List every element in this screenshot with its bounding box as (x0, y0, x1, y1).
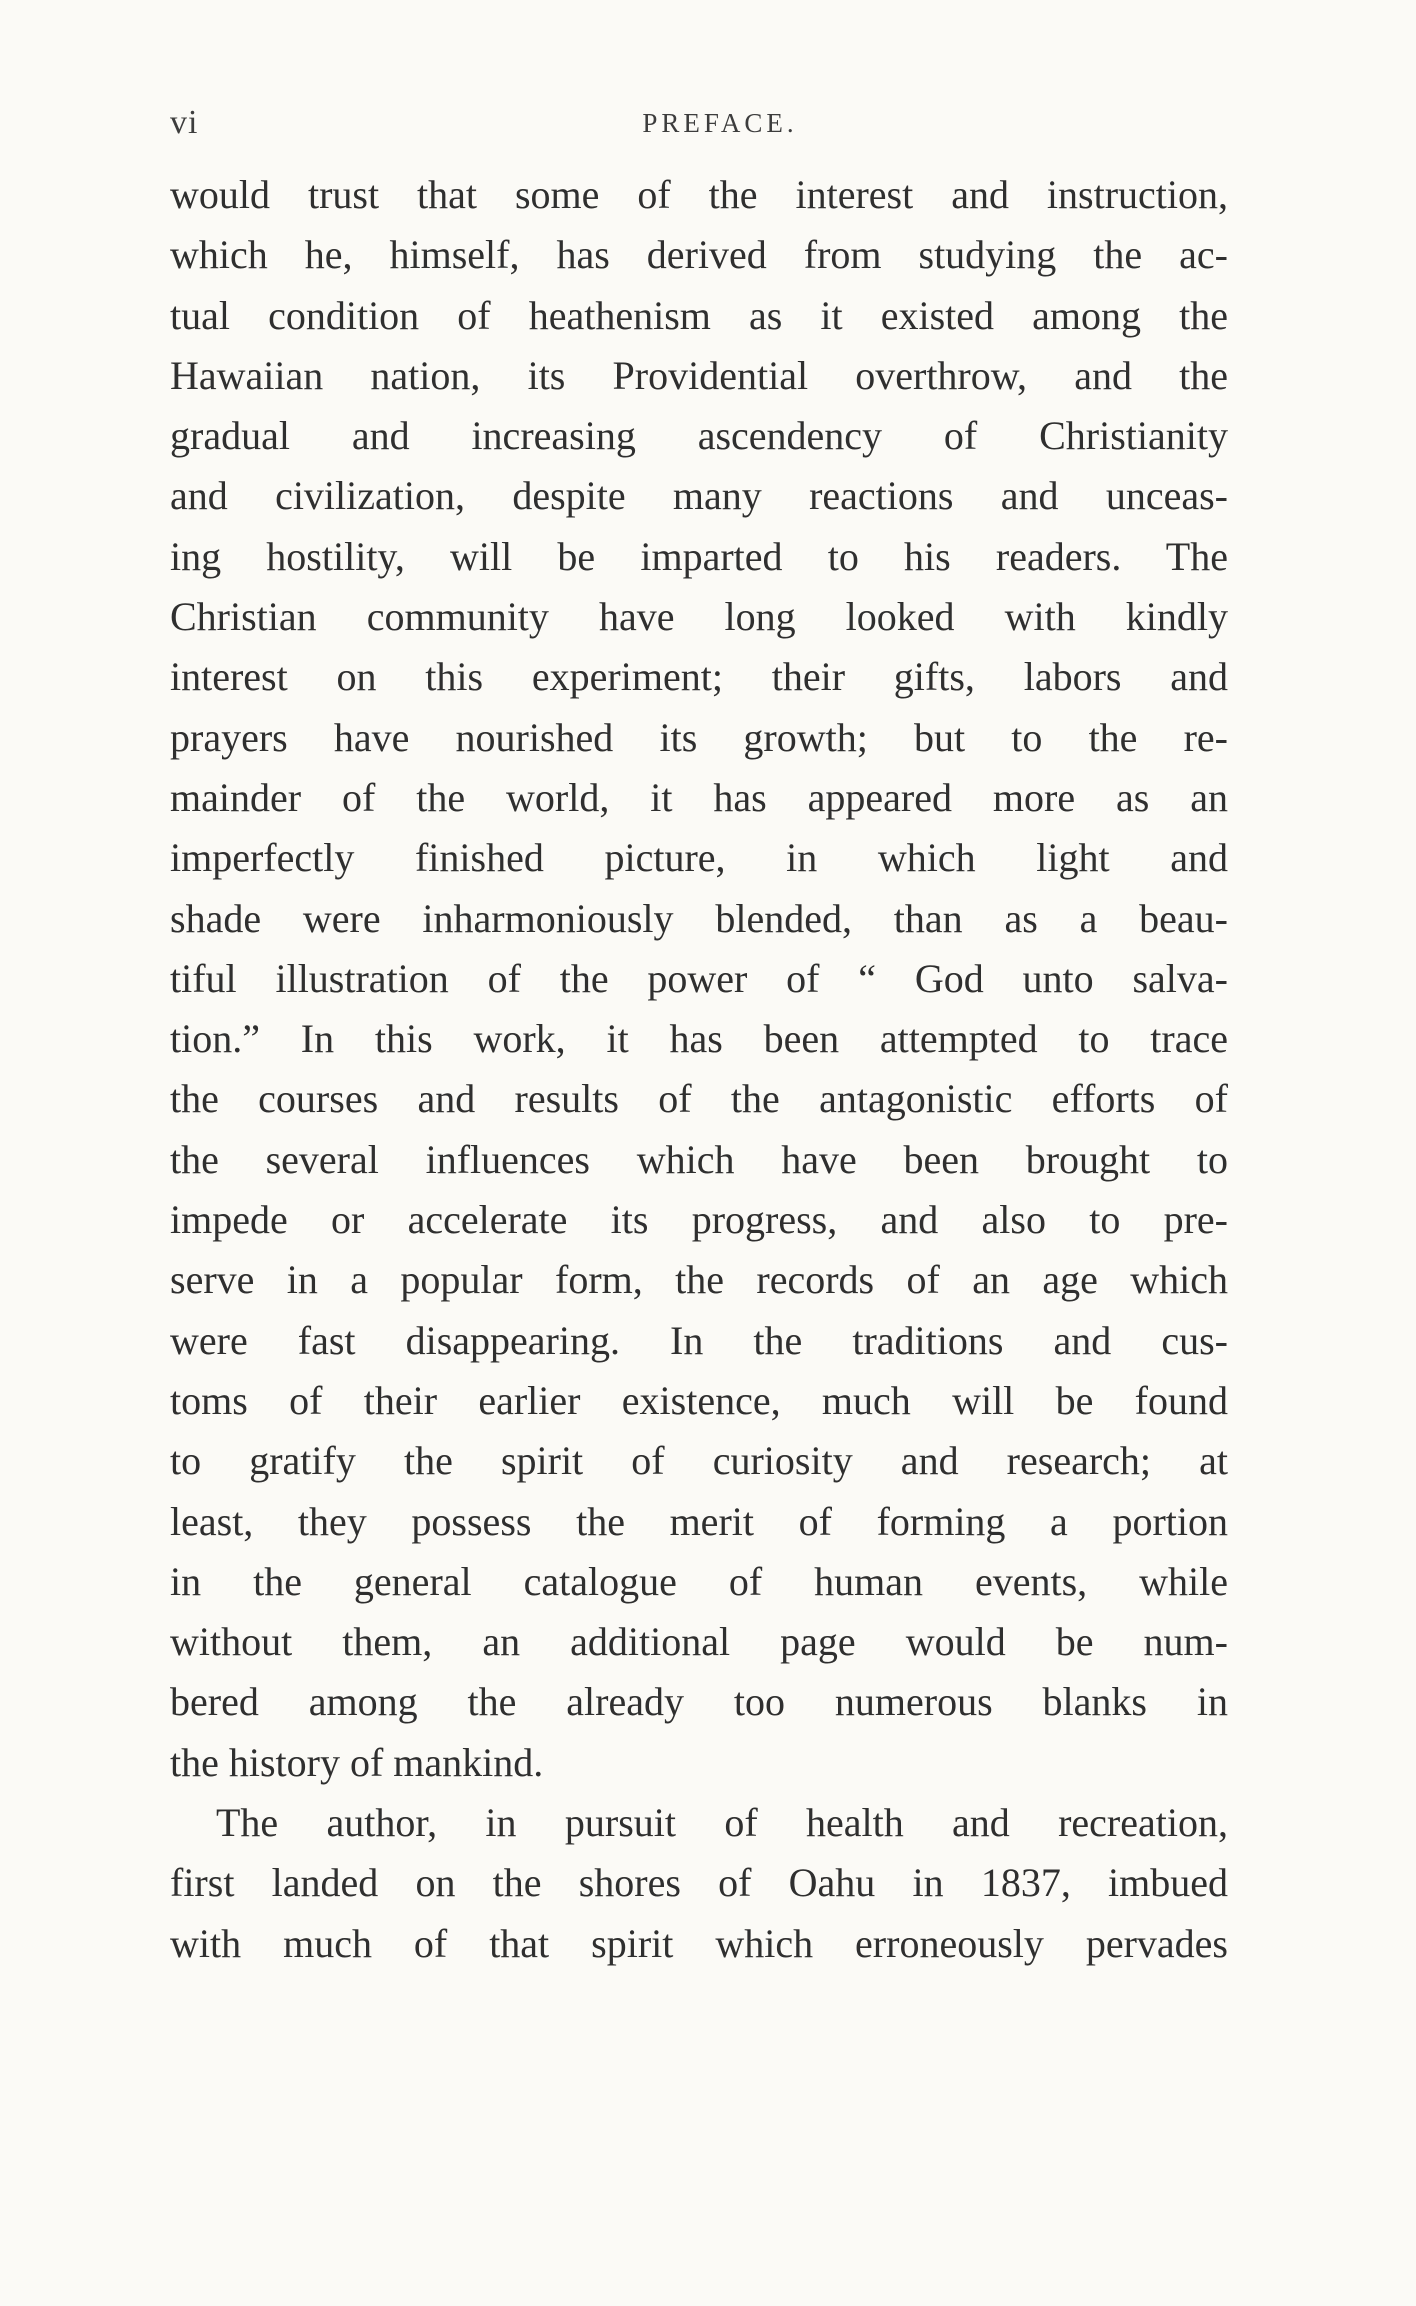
text-line: ing hostility, will be imparted to his readers. The (170, 533, 1228, 579)
text-line: shade were inharmoniously blended, than as a beau- (170, 895, 1228, 941)
text-line: would trust that some of the interest and instruction, (170, 172, 1228, 217)
text-line: the courses and results of the antagonistic efforts of (170, 1076, 1228, 1122)
text-line: Christian community have long looked with kindly (170, 594, 1228, 640)
text-line: interest on this experiment; their gifts, labors and (170, 654, 1228, 700)
paragraph-start-line: The author, in pursuit of health and recreation, (216, 1800, 1228, 1846)
text-line: serve in a popular form, the records of an age which (170, 1257, 1228, 1303)
text-line: which he, himself, has derived from studying the ac- (170, 232, 1228, 278)
text-line: without them, an additional page would be num- (170, 1619, 1228, 1665)
text-line: imperfectly finished picture, in which light and (170, 835, 1228, 881)
text-line: with much of that spirit which erroneously pervades (170, 1920, 1228, 1966)
text-line: bered among the already too numerous blanks in (170, 1679, 1228, 1725)
text-line: first landed on the shores of Oahu in 1837, imbued (170, 1860, 1228, 1906)
text-line: mainder of the world, it has appeared more as an (170, 774, 1228, 820)
text-line: prayers have nourished its growth; but to the re- (170, 714, 1228, 760)
text-line: toms of their earlier existence, much will be found (170, 1377, 1228, 1423)
text-line: tual condition of heathenism as it existed among the (170, 292, 1228, 338)
text-line: tion.” In this work, it has been attempted to trace (170, 1016, 1228, 1062)
text-line: the several influences which have been brought to (170, 1136, 1228, 1182)
text-line: Hawaiian nation, its Providential overthrow, and the (170, 352, 1228, 398)
text-line: in the general catalogue of human events, while (170, 1558, 1228, 1604)
text-line: tiful illustration of the power of “ God unto salva- (170, 955, 1228, 1001)
text-line: impede or accelerate its progress, and also to pre- (170, 1197, 1228, 1243)
page-header (170, 104, 1230, 154)
page-number: vi (170, 104, 199, 141)
body-text (170, 165, 1228, 1974)
text-line: to gratify the spirit of curiosity and research; at (170, 1438, 1228, 1484)
text-line: least, they possess the merit of forming a portion (170, 1498, 1228, 1544)
paragraph-end-line: the history of mankind. (170, 1739, 544, 1785)
text-line: gradual and increasing ascendency of Christianity (170, 413, 1228, 459)
running-head: PREFACE. (642, 108, 798, 138)
text-line: were fast disappearing. In the traditions and cus- (170, 1317, 1228, 1363)
text-line: and civilization, despite many reactions and unceas- (170, 473, 1228, 519)
